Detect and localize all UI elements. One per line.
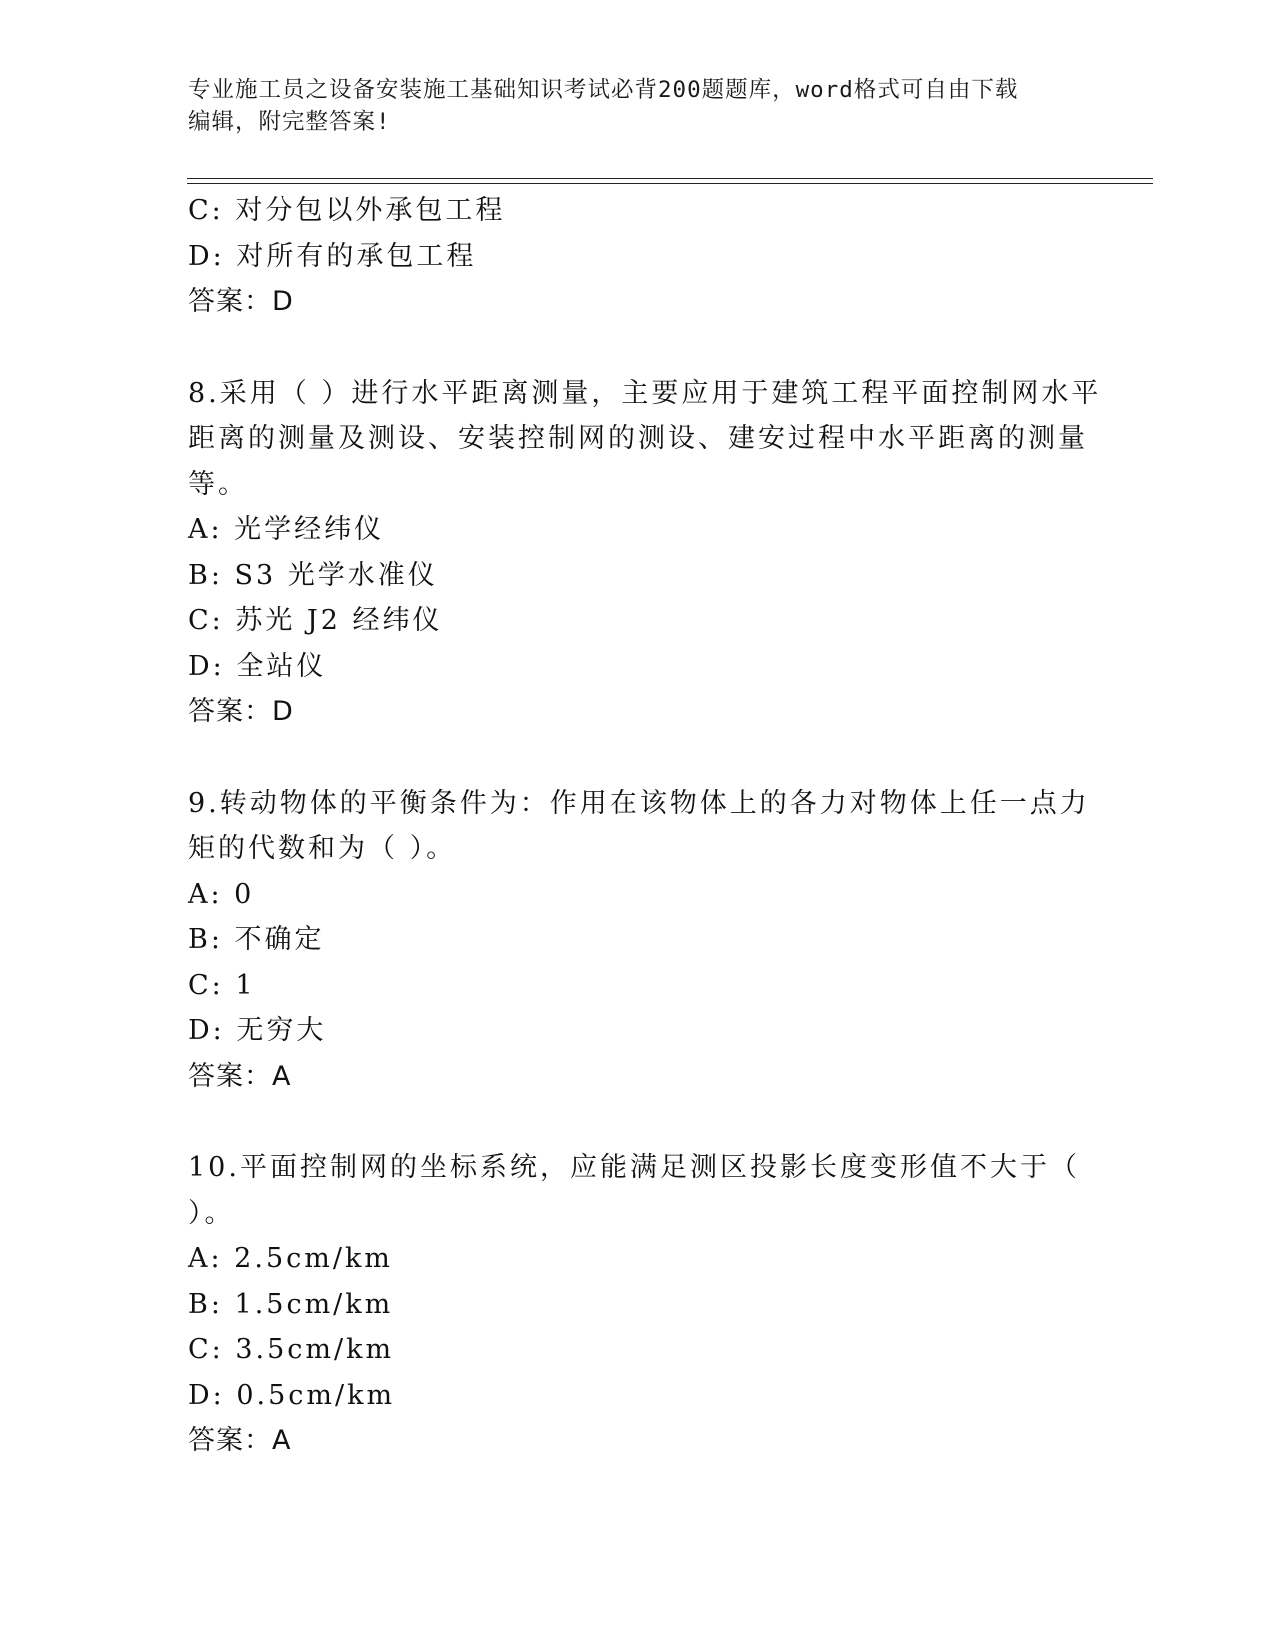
answer-line: 答案：D [188,696,294,727]
option-d: D: 对所有的承包工程 [188,240,477,272]
question-text-line: 矩的代数和为（ ）。 [188,833,457,864]
answer-line: 答案：A [188,1060,292,1092]
question-gap [188,325,1088,371]
document-header [188,74,1078,138]
question-text-line: 10.平面控制网的坐标系统，应能满足测区投影长度变形值不大于（ [188,1152,1080,1183]
option-b: B: 1.5cm/km [188,1288,394,1320]
header-title-line-2: 编辑，附完整答案! [188,109,391,135]
question-list [188,188,1102,1464]
answer-line: 答案：D [188,286,294,317]
question-text-line: ）。 [188,1197,235,1229]
option-c: C: 1 [188,969,256,1001]
question-gap [188,1099,1088,1145]
question-8 [188,371,1102,735]
option-a: A: 0 [188,878,255,910]
option-c: C: 苏光 J2 经纬仪 [188,605,443,636]
option-d: D: 无穷大 [188,1015,327,1046]
question-10 [188,1145,1088,1464]
option-d: D: 全站仪 [188,650,327,682]
option-b: B: 不确定 [188,924,325,955]
question-7-partial [188,188,1088,325]
question-text-line: 8.采用（ ）进行水平距离测量，主要应用于建筑工程平面控制网水平 [188,377,1102,409]
option-d: D: 0.5cm/km [188,1379,396,1411]
header-title-line-1: 专业施工员之设备安装施工基础知识考试必背200题题库，word格式可自由下载 [188,77,1019,103]
option-a: A: 光学经纬仪 [188,514,385,545]
option-a: A: 2.5cm/km [188,1243,393,1274]
header-divider-top [187,178,1153,179]
answer-line: 答案：A [188,1425,292,1456]
question-text-line: 9.转动物体的平衡条件为：作用在该物体上的各力对物体上任一点力 [188,787,1090,819]
question-gap [188,735,1088,781]
header-divider-bottom [187,183,1153,184]
option-c: C: 3.5cm/km [188,1334,395,1365]
question-9 [188,781,1088,1100]
option-b: B: S3 光学水准仪 [188,559,438,591]
question-text-line: 距离的测量及测设、安装控制网的测设、建安过程中水平距离的测量 [188,423,1088,454]
option-c: C: 对分包以外承包工程 [188,195,506,226]
question-text-line: 等。 [188,468,248,500]
